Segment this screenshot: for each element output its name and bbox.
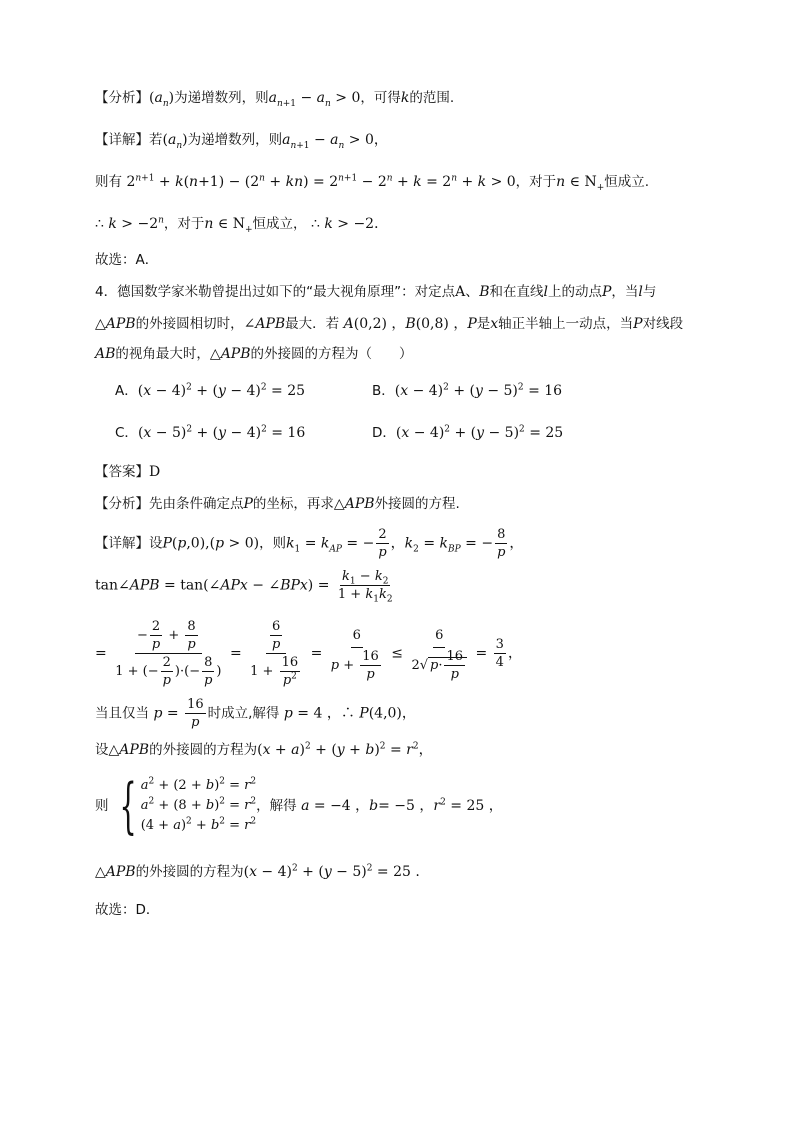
option-d[interactable]: D．$(x - 4)^2 + (y - 5)^2 = 25$	[372, 424, 564, 441]
prev-therefore-line: ∴ $k > -2^n$，对于n ∈ $N_+$恒成立， ∴ k > −2．	[95, 215, 389, 235]
circle-set-line: 设△APB的外接圆的方程为$(x + a)^2 + (y + b)^2 = r^2$，	[95, 741, 433, 758]
tan-compute-line: = − $\frac{2}{p}$ + $\frac{8}{p}$ 1 + (− $\frac{2}{p}$ )·(− $\frac{8}{p}$ ) = $\frac{6}{p}$ 1 + $\frac{16}{p^2}$ = 6 p + $\frac{16}{p}$ ≤ 6 2√ p· $\frac{16}{p}$ = $\frac{3}{4}$ ，	[95, 619, 522, 688]
option-b[interactable]: B．$(x - 4)^2 + (y - 5)^2 = 16$	[372, 382, 563, 399]
q4-choose-line: 故选：D．	[95, 902, 160, 918]
q4-detail-line: 【详解】设P(p,0),(p > 0)，则$k_1 = k_{AP}$ = − $\frac{2}{p}$ ，$k_2 = k_{BP}$ = − $\frac{8}{p}$ ，	[95, 527, 524, 560]
prev-choose-line: 故选：A．	[95, 252, 159, 268]
q4-stem-line3: AB的视角最大时，△APB的外接圆的方程为（ ）	[95, 346, 413, 362]
answer-line: 【答案】D	[95, 464, 161, 480]
option-a[interactable]: A．$(x - 4)^2 + (y - 4)^2 = 25$	[115, 382, 306, 399]
prev-detail-line: 【详解】若$(a_n)$为递增数列，则$a_{n+1} - a_n > 0$，	[95, 132, 388, 151]
final-line: △APB的外接圆的方程为$(x - 4)^2 + (y - 5)^2 = 25$ .	[95, 863, 420, 880]
prev-then-line: 则有 $2^{n+1} + k(n+1) - (2^n + kn) = 2^{n+1} - 2^n + k = 2^n + k > 0$，对于n ∈ $N_+$恒成立.	[95, 173, 650, 193]
q4-stem-line1: 4．德国数学家米勒曾提出过如下的“最大视角原理”：对定点A、B和在直线l上的动点P，当l与	[95, 284, 657, 300]
tan-formula-line: tan∠APB = tan(∠APx − ∠BPx) = $\frac{k_1 - k_2}{1 + k_1k_2}$	[95, 569, 393, 605]
equality-line: 当且仅当 p = $\frac{16}{p}$ 时成立,解得 p = 4 ，∴ P(4,0)，	[95, 697, 416, 730]
option-c[interactable]: C．$(x - 5)^2 + (y - 4)^2 = 16$	[115, 424, 306, 441]
prev-analysis-line: 【分析】$(a_n)$为递增数列，则$a_{n+1} - a_n > 0$，可得k的范围.	[95, 90, 455, 109]
q4-stem-line2: △APB的外接圆相切时，∠APB最大．若 A(0,2) ，B(0,8) ，P是x轴正半轴上一动点，当P对线段	[95, 316, 684, 332]
q4-analysis-line: 【分析】先由条件确定点P的坐标，再求△APB外接圆的方程.	[95, 496, 460, 512]
system-line: 则 { $a^2 + (2 + b)^2 = r^2$ $a^2 + (8 + b)^2 = r^2$ $(4 + a)^2 + b^2 = r^2$ ，解得 a = −4 ，b= −5 ，$r^2 = 25$ ，	[95, 771, 503, 841]
